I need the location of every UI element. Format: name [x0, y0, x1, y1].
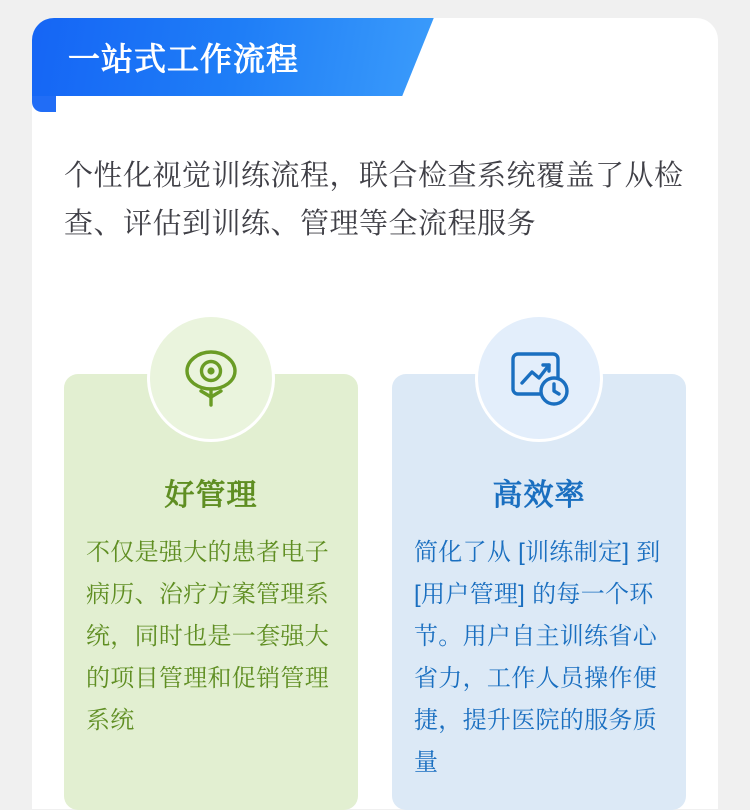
- chart-clock-icon: [475, 314, 603, 442]
- feature-panel-efficiency: [392, 374, 686, 810]
- panel-title-efficiency: 高效率: [492, 479, 586, 512]
- target-eye-icon: [147, 314, 275, 442]
- section-banner: [32, 18, 462, 96]
- panel-body-efficiency: 简化了从 [训练制定] 到 [用户管理] 的每一个环节。用户自主训练省心省力，工作人员操作便捷，提升医院的服务质量: [414, 539, 661, 776]
- feature-panel-management: [64, 374, 358, 810]
- banner-notch: [32, 96, 56, 112]
- panel-body-management: 不仅是强大的患者电子病历、治疗方案管理系统，同时也是一套强大的项目管理和促销管理系统: [86, 539, 329, 734]
- feature-panels: [64, 374, 686, 810]
- panel-title-management: 好管理: [164, 479, 258, 512]
- page-title: 一站式工作流程: [68, 41, 300, 77]
- intro-paragraph: 个性化视觉训练流程，联合检查系统覆盖了从检查、评估到训练、管理等全流程服务: [64, 160, 684, 240]
